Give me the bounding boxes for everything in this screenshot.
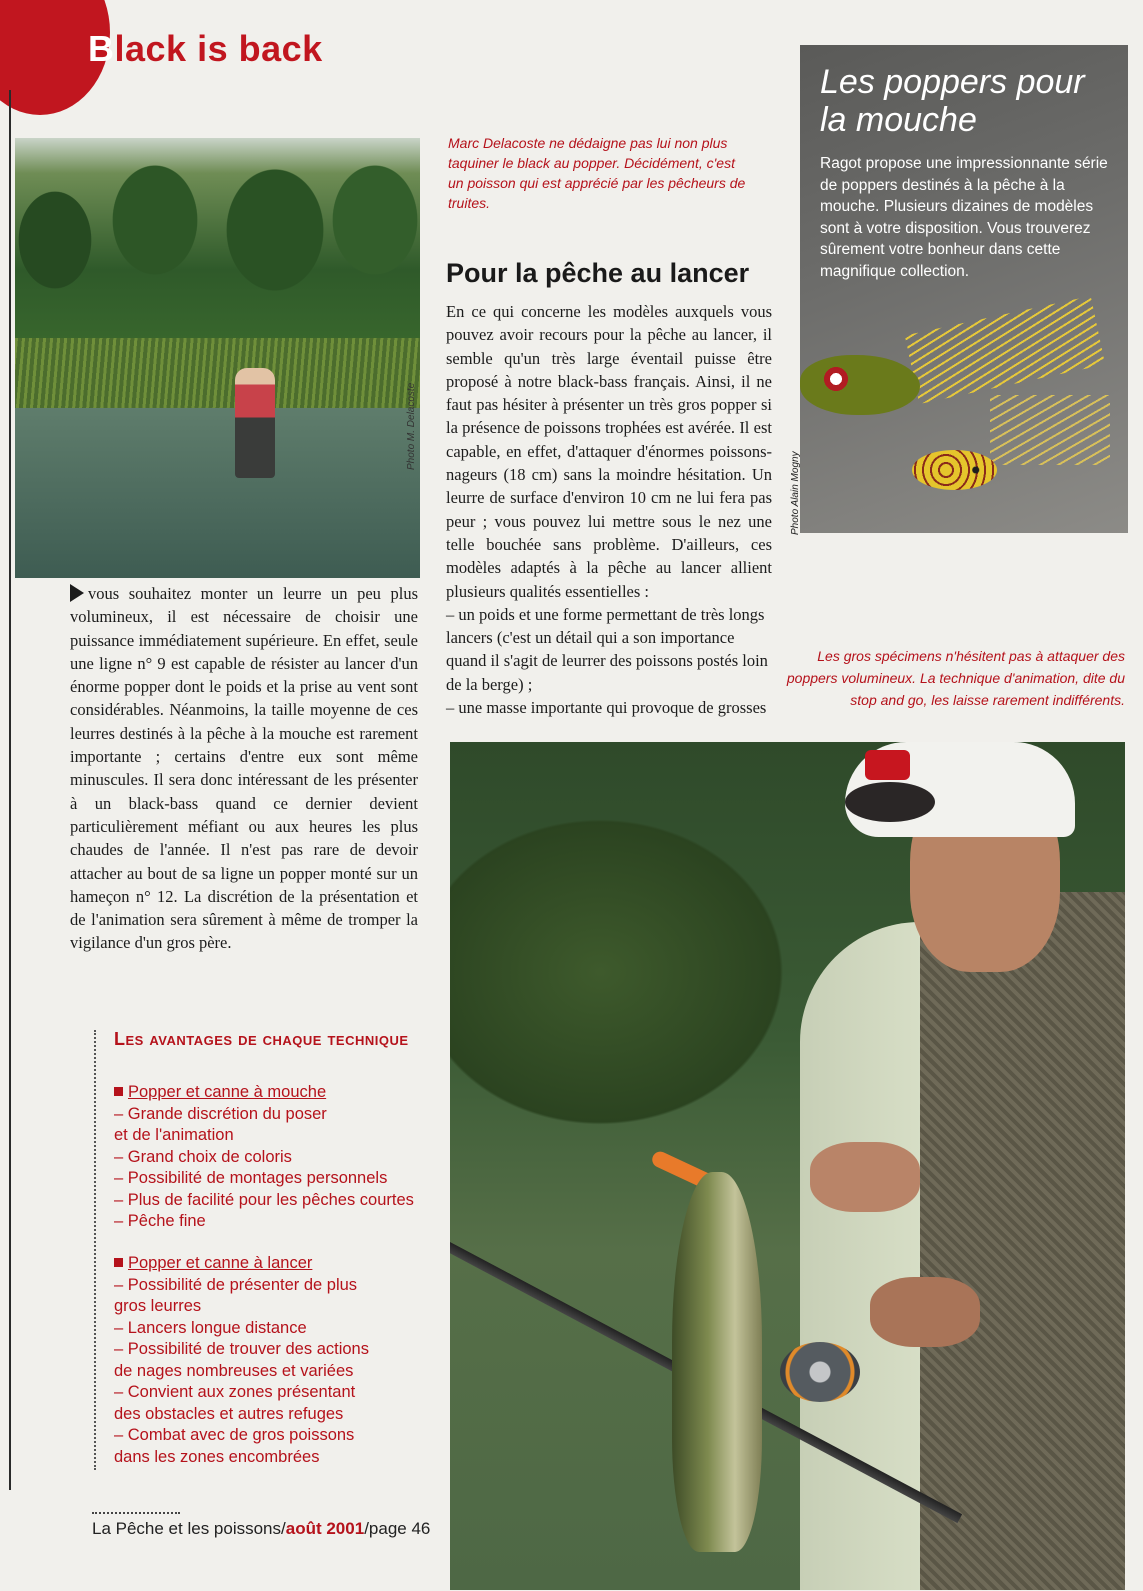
photo-trees [15,150,420,350]
advantages-casting-item: dans les zones encombrées [114,1447,320,1466]
photo-hand-right [870,1277,980,1347]
caption-top: Marc Delacoste ne dédaigne pas lui non plus taquiner le black au popper. Décidément, c'est un poisson qui est apprécié par les pêcheurs de truites. [448,135,746,211]
advantages-casting-item: – Lancers longue distance [114,1318,307,1337]
photo-credit-mogny: Photo Alain Mogny [790,451,801,535]
photo-reeds [15,338,420,408]
title-initial: B [88,28,115,69]
square-bullet-icon [114,1258,123,1267]
popper-bee-hackle [990,395,1110,465]
photo-sunglasses [845,782,935,822]
advantages-casting-heading [114,1253,434,1275]
footer-sep: / [281,1519,286,1538]
section-heading-lancer: Pour la pêche au lancer [446,258,750,288]
caption-right: Les gros spécimens n'hésitent pas à attaquer des poppers volumineux. La technique d'animation, dite du stop and go, les laisse rarement indifférents. [786,648,1125,708]
photo-reel [780,1342,860,1402]
footer-magazine: La Pêche et les poissons [92,1519,282,1538]
photo-angler-with-bass [450,742,1125,1590]
title-rest: lack is back [114,28,323,69]
photo-water [15,408,420,578]
advantages-fly-item: – Grand choix de coloris [114,1147,292,1166]
advantages-fly-heading [114,1082,434,1104]
footer-page: page 46 [368,1519,431,1538]
photo-credit-delacoste: Photo M. Delacoste [406,382,417,470]
left-text-column [70,582,418,955]
photo-cap-logo [865,750,910,780]
article-title [88,28,323,70]
advantages-fly-heading-text: Popper et canne à mouche [128,1083,327,1101]
advantages-dotted-rule [94,1030,96,1470]
lancer-bullet-1: – un poids et une forme permettant de très longs lancers (c'est un détail qui a son importance quand il s'agit de leurrer des poissons postés loin de la berge) ; [446,604,768,694]
square-bullet-icon [114,1087,123,1096]
advantages-fly-item: – Pêche fine [114,1212,206,1230]
advantages-casting-item: des obstacles et autres refuges [114,1404,344,1423]
box-poppers-mouche [800,45,1128,533]
footer-dotted-rule [92,1512,180,1514]
left-paragraph: vous souhaitez monter un leurre un peu plus volumineux, il est nécessaire de choisir une puissance immédiatement supérieure. En effet, seule une ligne n° 9 est capable de résister au lancer d'un énorme popper dont le poids et la prise au vent sont considérables. Néanmoins, la taille moyenne de ces leurres destinés à la pêche à la mouche est rarement importante ; certains d'entre eux sont même minuscules. Il sera donc intéressant de les présenter à un black-bass quand ce dernier devient particulièrement méfiant ou aux heures les plus chaudes de l'année. Il n'est pas rare de devoir attacher au bout de sa ligne un popper monté sur un hameçon n° 12. La discrétion de la présentation et de l'animation sera sûrement à même de tromper la vigilance d'un gros père. [70,584,418,953]
advantages-title: Les avantages de chaque technique [114,1029,409,1049]
advantages-casting [114,1253,434,1468]
page-footer [92,1519,430,1539]
photo-fly-fisherman [15,138,420,578]
photo-angler [235,368,275,478]
advantages-fly-item: – Possibilité de montages personnels [114,1169,388,1187]
photo-hand-left [810,1142,920,1212]
advantages-casting-item: – Combat avec de gros poissons [114,1426,355,1444]
lancer-bullet-2: – une masse importante qui provoque de grosses [446,698,767,718]
advantages-fly-item: et de l'animation [114,1126,234,1144]
popper-frog-body [800,355,920,415]
photo-black-bass [672,1172,762,1552]
advantages-casting-item: gros leurres [114,1297,202,1315]
left-margin-rule [9,90,11,1490]
advantages-casting-item: – Possibilité de trouver des actions [114,1340,369,1358]
popper-bee-body [912,450,997,490]
advantages-casting-item: – Possibilité de présenter de plus [114,1275,358,1294]
advantages-fly-item: – Plus de facilité pour les pêches courtes [114,1190,414,1209]
box-text: Ragot propose une impressionnante série de poppers destinés à la pêche à la mouche. Plusieurs dizaines de modèles sont à votre disposition. Vous trouverez sûrement votre bonheur dans cette magnifique collection. [820,155,1108,280]
advantages-fly [114,1082,434,1233]
advantages-casting-item: – Convient aux zones présentant [114,1383,356,1401]
footer-date: août 2001 [285,1519,365,1538]
advantages-fly-item: – Grande discrétion du poser [114,1104,327,1123]
box-title: Les poppers pour la mouche [820,63,1085,139]
lancer-paragraph: En ce qui concerne les modèles auxquels vous pouvez avoir recours pour la pêche au lancer, il semble qu'un très large éventail puisse être proposé à notre black-bass français. Ainsi, il ne faut pas hésiter à présenter un très gros popper si la présence de poissons trophées est avérée. Il est capable, en effet, d'attaquer d'énormes poissons-nageurs (18 cm) sans la moindre hésitation. Un leurre de surface d'environ 10 cm ne lui fera pas peur ; vous pouvez lui mettre sous le nez une telle bouchée sans problème. D'ailleurs, ces modèles adaptés à la pêche au lancer allient plusieurs qualités essentielles : [446,302,772,601]
advantages-casting-item: de nages nombreuses et variées [114,1361,354,1380]
popper-frog-hackle [905,296,1105,404]
footer-sep: / [364,1519,369,1538]
section-text-lancer [446,300,772,719]
advantages-casting-heading-text: Popper et canne à lancer [128,1254,313,1272]
photo-vest [920,892,1125,1590]
continuation-arrow-icon [70,584,84,602]
